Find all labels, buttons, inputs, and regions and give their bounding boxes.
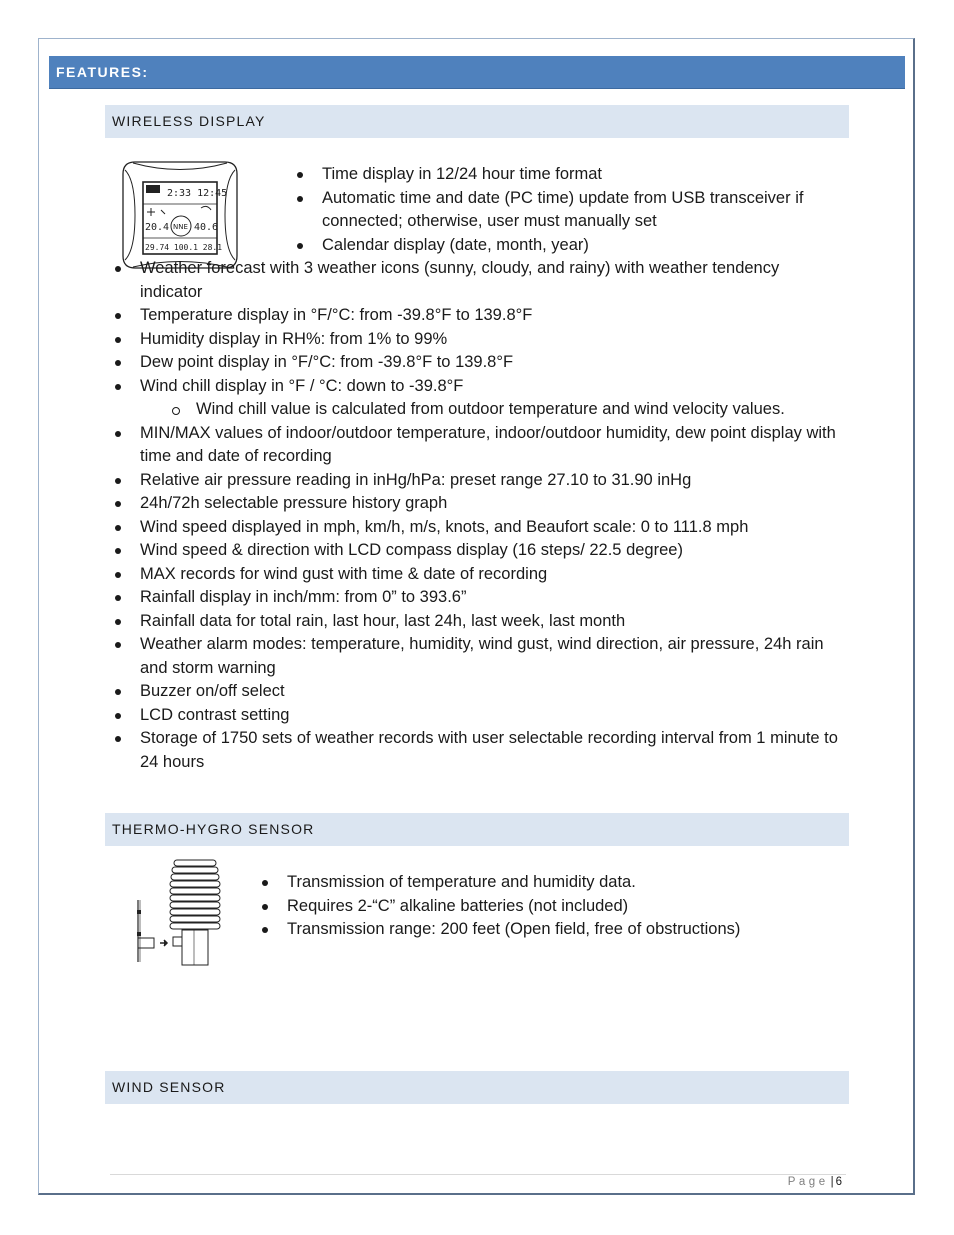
list-item: Wind speed displayed in mph, km/h, m/s, knots, and Beaufort scale: 0 to 111.8 mph xyxy=(113,516,841,540)
list-item: Humidity display in RH%: from 1% to 99% xyxy=(113,328,841,352)
wireless-display-illustration xyxy=(121,160,239,270)
wireless-display-list xyxy=(113,257,841,774)
list-item: Calendar display (date, month, year) xyxy=(295,234,855,258)
list-item: Buzzer on/off select xyxy=(113,680,841,704)
wireless-display-wrapped-list xyxy=(295,163,855,257)
list-item: Rainfall data for total rain, last hour, last 24h, last week, last month xyxy=(113,610,841,634)
page-separator: | xyxy=(830,1176,834,1188)
list-item: Time display in 12/24 hour time format xyxy=(295,163,855,187)
list-item: Transmission range: 200 feet (Open field, free of obstructions) xyxy=(260,918,820,942)
section-title-wind-sensor: WIND SENSOR xyxy=(105,1071,849,1104)
list-item: LCD contrast setting xyxy=(113,704,841,728)
list-item: Relative air pressure reading in inHg/hPa: preset range 27.10 to 31.90 inHg xyxy=(113,469,841,493)
thermo-hygro-sensor-illustration xyxy=(136,858,222,968)
list-item: Requires 2-“C” alkaline batteries (not included) xyxy=(260,895,820,919)
list-item: Storage of 1750 sets of weather records with user selectable recording interval from 1 minute to 24 hours xyxy=(113,727,841,774)
list-item: Weather forecast with 3 weather icons (sunny, cloudy, and rainy) with weather tendency indicator xyxy=(113,257,841,304)
thermo-hygro-list xyxy=(260,871,820,942)
lcd-left-reading: 20.4 xyxy=(145,222,170,233)
list-item: Weather alarm modes: temperature, humidity, wind gust, wind direction, air pressure, 24h rain and storm warning xyxy=(113,633,841,680)
list-item: Wind speed & direction with LCD compass display (16 steps/ 22.5 degree) xyxy=(113,539,841,563)
page-number: 6 xyxy=(835,1176,842,1188)
list-item: Rainfall display in inch/mm: from 0” to 393.6” xyxy=(113,586,841,610)
lcd-bottom-reading: 29.74 100.1 28.1 xyxy=(145,243,223,252)
footer-rule xyxy=(110,1174,846,1175)
list-item: MIN/MAX values of indoor/outdoor temperature, indoor/outdoor humidity, dew point display with time and date of recording xyxy=(113,422,841,469)
list-item: Wind chill display in °F / °C: down to -39.8°F xyxy=(113,375,841,399)
list-item: Temperature display in °F/°C: from -39.8°F to 139.8°F xyxy=(113,304,841,328)
list-subitem: Wind chill value is calculated from outdoor temperature and wind velocity values. xyxy=(113,398,841,422)
list-item: 24h/72h selectable pressure history graph xyxy=(113,492,841,516)
list-item: Dew point display in °F/°C: from -39.8°F to 139.8°F xyxy=(113,351,841,375)
page-footer xyxy=(788,1176,842,1188)
features-heading: FEATURES: xyxy=(49,56,905,89)
list-item: MAX records for wind gust with time & date of recording xyxy=(113,563,841,587)
list-item: Transmission of temperature and humidity data. xyxy=(260,871,820,895)
section-title-wireless-display: WIRELESS DISPLAY xyxy=(105,105,849,138)
list-item: Automatic time and date (PC time) update from USB transceiver if connected; otherwise, user must manually set xyxy=(295,187,855,234)
lcd-top-reading: 2:33 12:45 xyxy=(167,188,228,199)
lcd-right-reading: 40.6 xyxy=(194,222,219,233)
lcd-center-reading: NNE xyxy=(173,223,188,231)
section-title-thermo-hygro-sensor: THERMO-HYGRO SENSOR xyxy=(105,813,849,846)
page-word: Page xyxy=(787,1176,829,1188)
